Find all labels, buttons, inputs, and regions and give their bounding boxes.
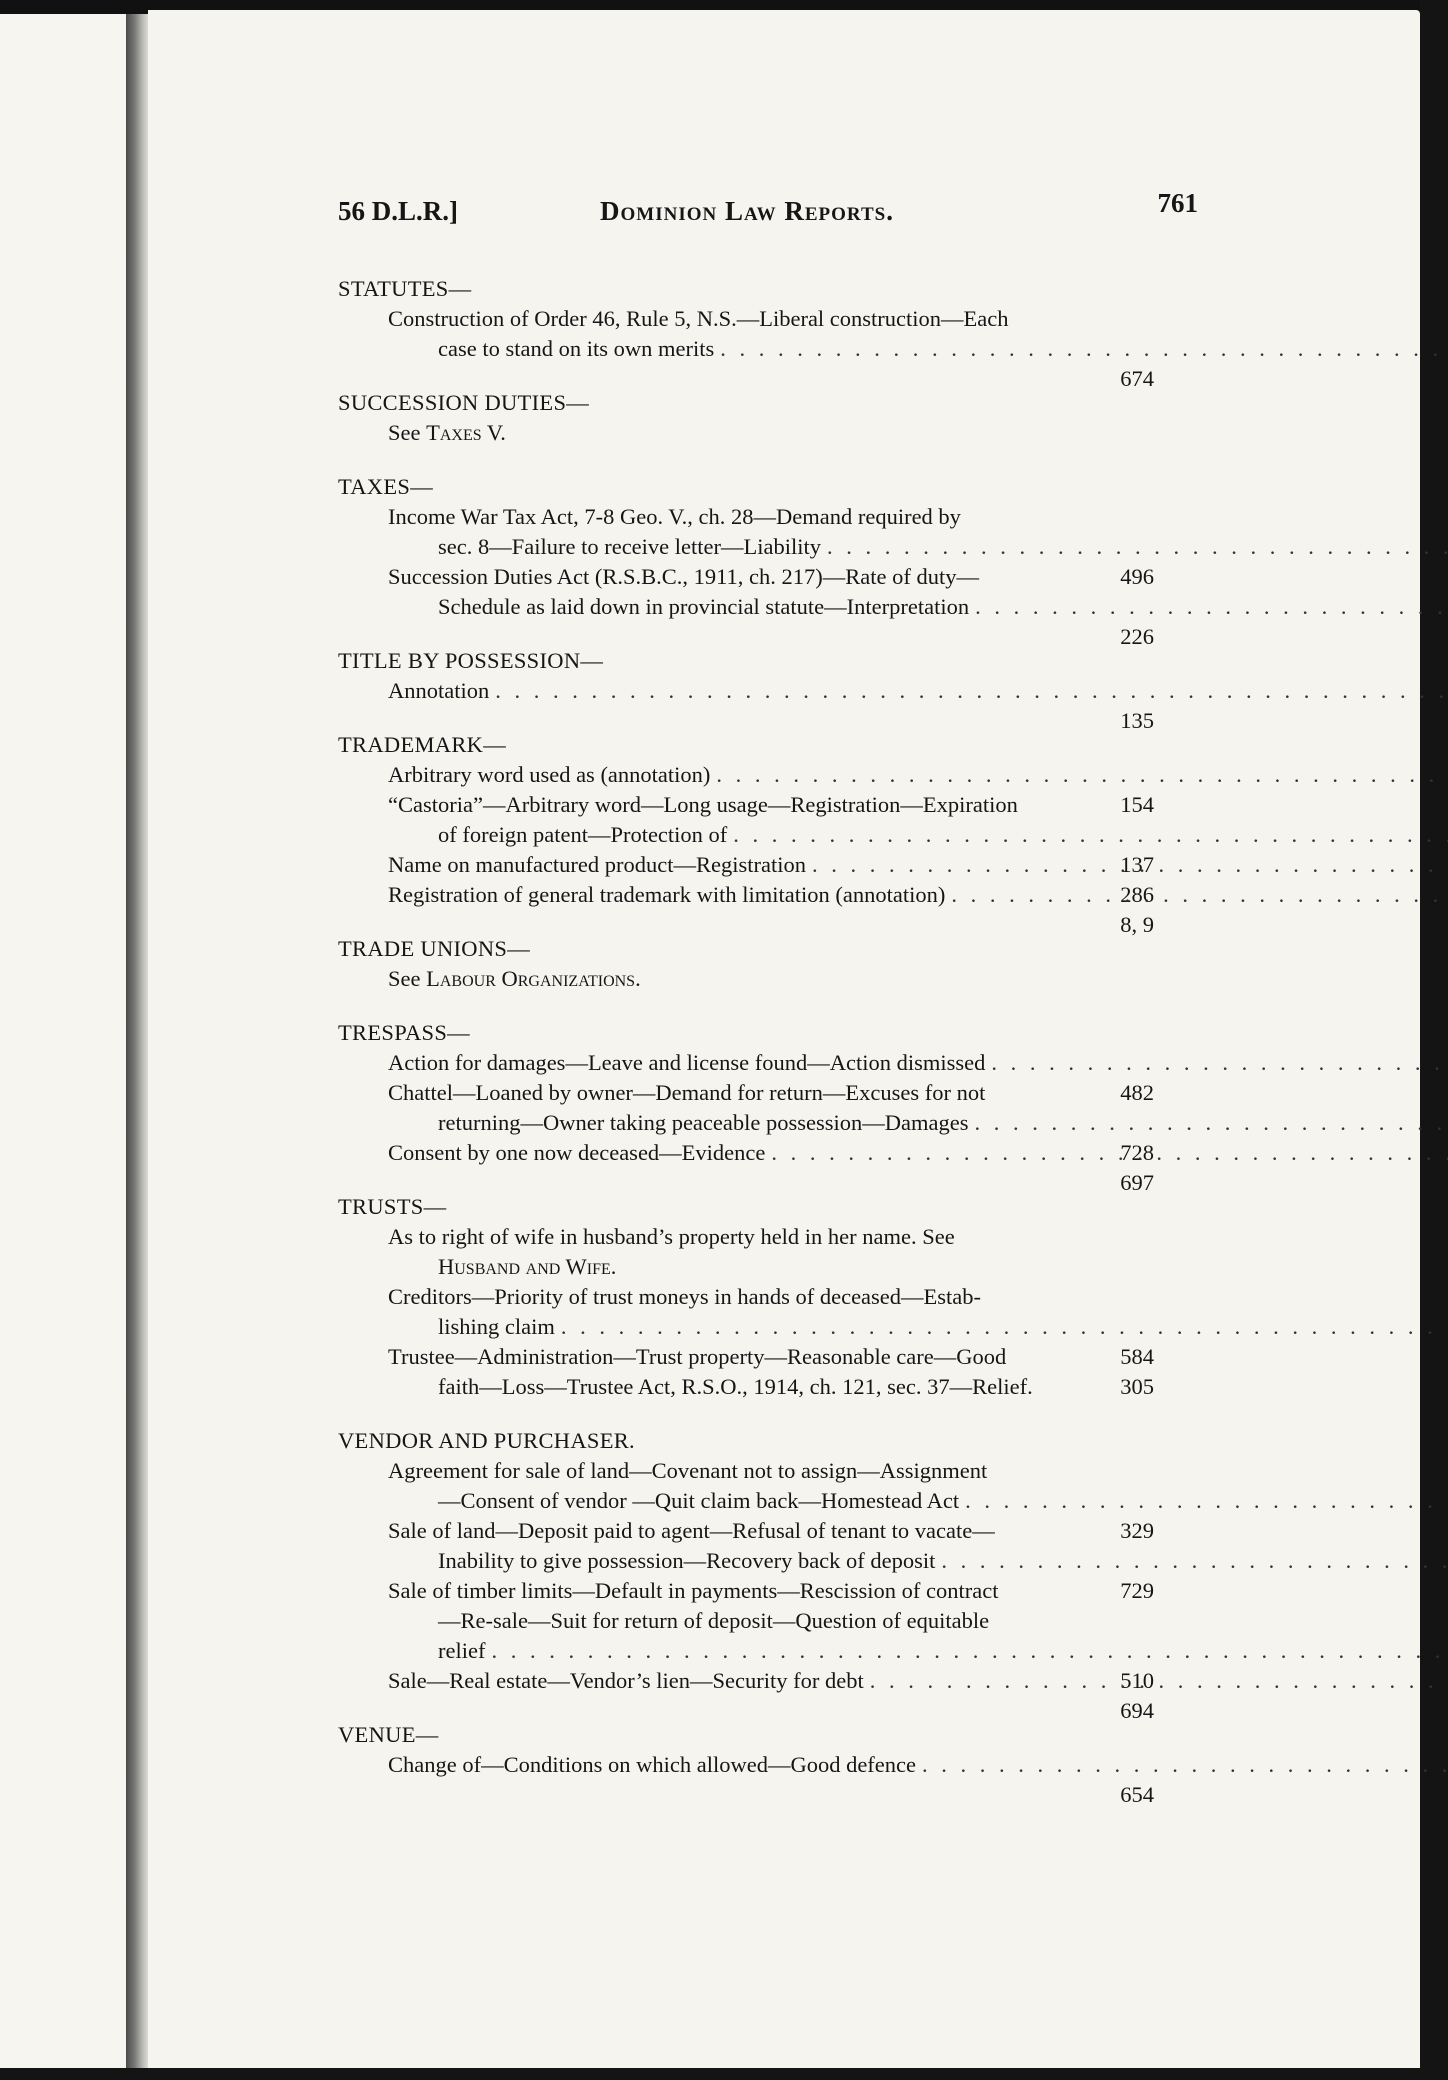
index-section xyxy=(338,274,1210,391)
entry-text: Action for damages—Leave and license found—Action dismissed xyxy=(388,1050,986,1075)
leader-dots xyxy=(812,852,1448,877)
leader-dots xyxy=(991,1050,1448,1075)
entry-text: Registration of general trademark with limitation (annotation) xyxy=(388,882,946,907)
facing-page-edge xyxy=(0,14,128,2074)
page-reference: 728 xyxy=(1120,1140,1154,1165)
entry-line xyxy=(388,1222,1154,1252)
entry-line xyxy=(388,1750,1154,1807)
index-entry xyxy=(338,1138,1210,1195)
page-reference: 584 xyxy=(1120,1344,1154,1369)
index-section xyxy=(338,472,1210,649)
see-prefix: See xyxy=(388,420,427,445)
index-entry xyxy=(338,880,1210,937)
index-sections xyxy=(338,274,1210,1807)
index-section xyxy=(338,934,1210,994)
entry-line xyxy=(388,502,1154,532)
page-reference: 654 xyxy=(1120,1782,1154,1807)
entry-line xyxy=(388,562,1154,592)
leader-dots xyxy=(561,1314,1448,1339)
entry-line xyxy=(388,676,1154,733)
leader-dots xyxy=(922,1752,1448,1777)
entry-continuation xyxy=(388,1606,1154,1636)
entry-text: As to right of wife in husband’s property held in her name. See xyxy=(388,1224,955,1249)
scan-border-bottom xyxy=(0,2068,1448,2080)
running-header xyxy=(338,178,1210,234)
page-reference: 482 xyxy=(1120,1080,1154,1105)
leader-dots xyxy=(771,1140,1448,1165)
index-entry xyxy=(338,1222,1210,1282)
index-section xyxy=(338,1192,1210,1402)
entry-line xyxy=(388,1576,1154,1606)
entry-continuation xyxy=(388,334,1154,391)
leader-dots xyxy=(827,534,1448,559)
leader-dots xyxy=(720,336,1448,361)
entry-text: Change of—Conditions on which allowed—Good defence xyxy=(388,1752,917,1777)
index-section xyxy=(338,1426,1210,1723)
page-reference: 510 xyxy=(1120,1668,1154,1693)
entry-text: Arbitrary word used as (annotation) xyxy=(388,762,711,787)
page-reference: 329 xyxy=(1120,1518,1154,1543)
entry-text: Trustee—Administration—Trust property—Reasonable care—Good xyxy=(388,1344,1007,1369)
leader-dots xyxy=(716,762,1448,787)
entry-text: Name on manufactured product—Registration xyxy=(388,852,806,877)
index-entry xyxy=(338,304,1210,391)
entry-line xyxy=(388,304,1154,334)
entry-text: Sale—Real estate—Vendor’s lien—Security for debt xyxy=(388,1668,864,1693)
section-heading: STATUTES— xyxy=(338,276,472,301)
index-section xyxy=(338,1720,1210,1807)
entry-text: “Castoria”—Arbitrary word—Long usage—Registration—Expiration xyxy=(388,792,1018,817)
index-section xyxy=(338,1018,1210,1195)
page-content xyxy=(338,178,1210,1807)
see-target: Taxes V. xyxy=(426,420,506,445)
volume-reference: 56 D.L.R.] xyxy=(338,196,458,226)
section-heading: TRUSTS— xyxy=(338,1194,447,1219)
section-heading: TRADE UNIONS— xyxy=(338,936,531,961)
index-entry xyxy=(338,1342,1210,1402)
section-heading: TITLE BY POSSESSION— xyxy=(338,648,604,673)
page-reference: 286 xyxy=(1120,882,1154,907)
section-heading: VENUE— xyxy=(338,1722,439,1747)
entry-text: Inability to give possession—Recovery back of deposit xyxy=(438,1548,936,1573)
index-section xyxy=(338,730,1210,937)
index-section xyxy=(338,388,1210,448)
page-reference: 8, 9 xyxy=(1120,912,1154,937)
section-heading: TRADEMARK— xyxy=(338,732,507,757)
leader-dots xyxy=(965,1488,1448,1513)
section-heading: VENDOR AND PURCHASER. xyxy=(338,1428,635,1453)
cross-reference xyxy=(338,964,1210,994)
entry-text: lishing claim xyxy=(438,1314,555,1339)
see-target: Labour Organizations. xyxy=(426,966,641,991)
page-reference: 226 xyxy=(1120,624,1154,649)
leader-dots xyxy=(974,1110,1448,1135)
leader-dots xyxy=(941,1548,1448,1573)
page-reference: 305 xyxy=(1120,1374,1154,1399)
entry-line xyxy=(388,1282,1154,1312)
section-heading: TRESPASS— xyxy=(338,1020,470,1045)
page-number: 761 xyxy=(1157,188,1198,218)
index-entry xyxy=(338,1666,1210,1723)
entry-line xyxy=(388,1342,1154,1372)
entry-continuation xyxy=(388,592,1154,649)
page-reference: 697 xyxy=(1120,1170,1154,1195)
page-reference: 674 xyxy=(1120,366,1154,391)
index-entry xyxy=(338,562,1210,649)
see-target: Husband and Wife. xyxy=(438,1254,617,1279)
entry-text: —Re-sale—Suit for return of deposit—Question of equitable xyxy=(438,1608,990,1633)
entry-line xyxy=(388,1138,1154,1195)
entry-text: sec. 8—Failure to receive letter—Liability xyxy=(438,534,821,559)
leader-dots xyxy=(870,1668,1448,1693)
entry-line xyxy=(388,1516,1154,1546)
page-reference: 137 xyxy=(1120,852,1154,877)
index-entry xyxy=(338,1750,1210,1807)
entry-text: Agreement for sale of land—Covenant not to assign—Assignment xyxy=(388,1458,988,1483)
entry-text: Creditors—Priority of trust moneys in hands of deceased—Estab- xyxy=(388,1284,982,1309)
entry-text: Succession Duties Act (R.S.B.C., 1911, ch. 217)—Rate of duty— xyxy=(388,564,979,589)
entry-line xyxy=(388,1666,1154,1723)
entry-text: Consent by one now deceased—Evidence xyxy=(388,1140,766,1165)
entry-text: relief xyxy=(438,1638,486,1663)
page-reference: 496 xyxy=(1120,564,1154,589)
entry-line xyxy=(388,1456,1154,1486)
index-section xyxy=(338,646,1210,733)
entry-text: Sale of timber limits—Default in payments—Rescission of contract xyxy=(388,1578,999,1603)
page-reference: 729 xyxy=(1120,1578,1154,1603)
entry-text: —Consent of vendor —Quit claim back—Homestead Act xyxy=(438,1488,960,1513)
entry-text: Schedule as laid down in provincial statute—Interpretation xyxy=(438,594,970,619)
entry-line xyxy=(388,1078,1154,1108)
page-reference: 154 xyxy=(1120,792,1154,817)
entry-text: case to stand on its own merits xyxy=(438,336,715,361)
section-heading: TAXES— xyxy=(338,474,433,499)
book-gutter xyxy=(126,14,148,2074)
publication-title: Dominion Law Reports. xyxy=(600,196,894,226)
see-prefix: See xyxy=(388,966,427,991)
entry-text: Income War Tax Act, 7-8 Geo. V., ch. 28—Demand required by xyxy=(388,504,961,529)
entry-line xyxy=(388,790,1154,820)
entry-line xyxy=(388,880,1154,937)
section-heading: SUCCESSION DUTIES— xyxy=(338,390,590,415)
entry-text: Sale of land—Deposit paid to agent—Refusal of tenant to vacate— xyxy=(388,1518,995,1543)
entry-text: returning—Owner taking peaceable possession—Damages xyxy=(438,1110,969,1135)
entry-continuation xyxy=(388,1372,1154,1402)
leader-dots xyxy=(733,822,1448,847)
page-reference: 135 xyxy=(1120,708,1154,733)
entry-text: Construction of Order 46, Rule 5, N.S.—Liberal construction—Each xyxy=(388,306,1009,331)
index-entry xyxy=(338,676,1210,733)
cross-reference xyxy=(338,418,1210,448)
entry-text: faith—Loss—Trustee Act, R.S.O., 1914, ch. 121, sec. 37—Relief. xyxy=(438,1374,1033,1399)
entry-text: Chattel—Loaned by owner—Demand for return—Excuses for not xyxy=(388,1080,986,1105)
leader-dots xyxy=(951,882,1448,907)
page-reference: 694 xyxy=(1120,1698,1154,1723)
leader-dots xyxy=(975,594,1448,619)
leader-dots xyxy=(491,1638,1448,1663)
leader-dots xyxy=(495,678,1448,703)
entry-text: of foreign patent—Protection of xyxy=(438,822,728,847)
entry-text: Annotation xyxy=(388,678,490,703)
